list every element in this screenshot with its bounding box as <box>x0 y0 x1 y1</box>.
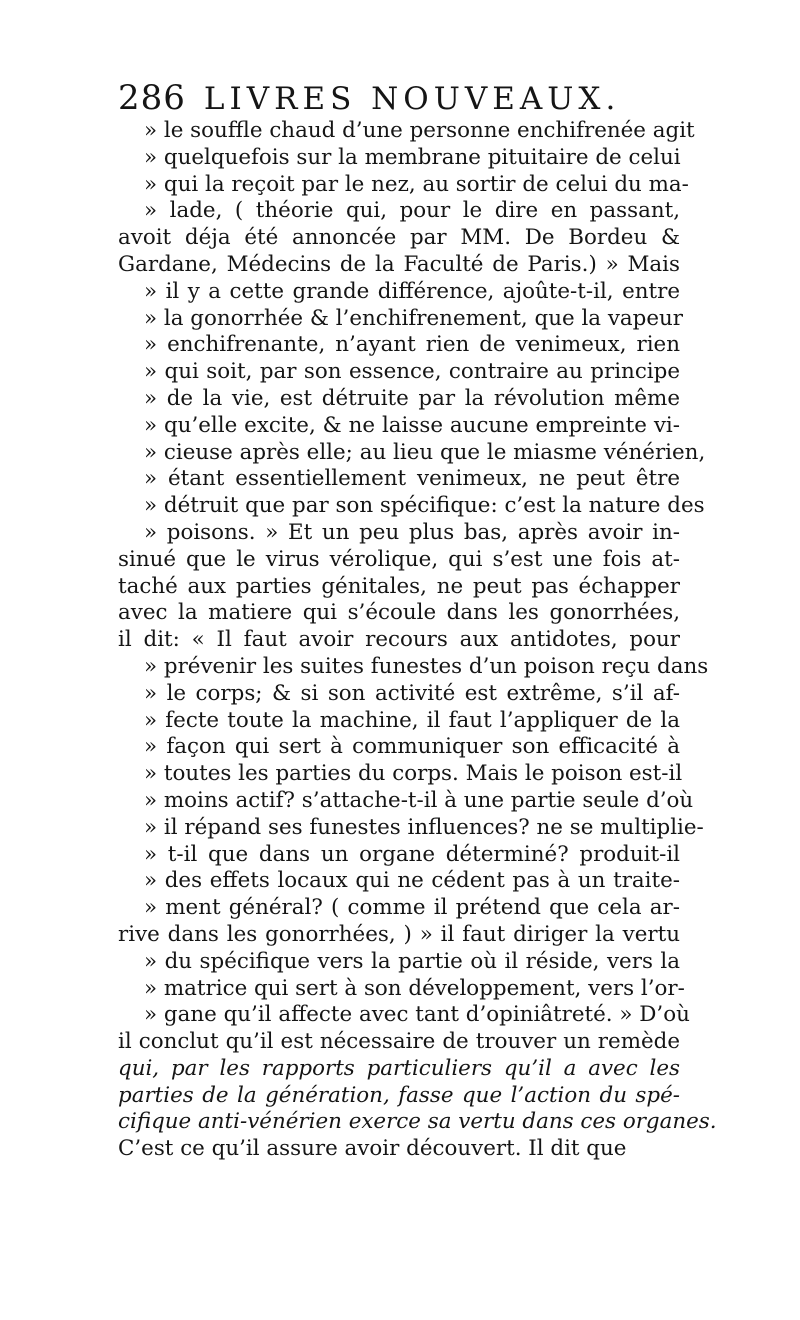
text-line: qui, par les rapports particuliers qu’il a avec les <box>118 1055 680 1081</box>
text-line: avoit déja été annoncée par MM. De Bordeu & <box>118 225 680 251</box>
text-line: » façon qui sert à communiquer son efficacité à <box>144 734 680 760</box>
text-line: » lade, ( théorie qui, pour le dire en passant, <box>144 198 680 224</box>
text-line: » gane qu’il affecte avec tant d’opiniâtreté. » D’où <box>144 1002 690 1028</box>
text-line: » moins actif? s’attache-t-il à une partie seule d’où <box>144 787 694 813</box>
text-line: parties de la génération, fasse que l’action du spé- <box>118 1082 680 1108</box>
page-number: 286 <box>118 78 186 118</box>
text-line: il conclut qu’il est nécessaire de trouver un remède <box>118 1029 680 1055</box>
text-line: » du spécifique vers la partie où il réside, vers la <box>144 948 680 974</box>
text-line: » il y a cette grande différence, ajoûte-t-il, entre <box>144 278 680 304</box>
text-line: avec la matiere qui s’écoule dans les gonorrhées, <box>118 600 680 626</box>
text-line: cifique anti-vénérien exerce sa vertu dans ces organes. <box>118 1109 717 1135</box>
text-line: » détruit que par son spécifique: c’est la nature des <box>144 493 705 519</box>
text-line: sinué que le virus vérolique, qui s’est une fois at- <box>118 546 680 572</box>
text-line: » de la vie, est détruite par la révolution même <box>144 385 680 411</box>
text-line: » la gonorrhée & l’enchifrenement, que la vapeur <box>144 305 684 331</box>
text-line: » ment général? ( comme il prétend que cela ar- <box>144 895 680 921</box>
text-line: » t-il que dans un organe déterminé? produit-il <box>144 841 680 867</box>
text-line: » enchifrenante, n’ayant rien de venimeux, rien <box>144 332 680 358</box>
text-line: » cieuse après elle; au lieu que le miasme vénérien, <box>144 439 706 465</box>
text-line: » prévenir les suites funestes d’un poison reçu dans <box>144 653 709 679</box>
text-line: » qui la reçoit par le nez, au sortir de celui du ma- <box>144 171 689 197</box>
text-line: Gardane, Médecins de la Faculté de Paris.) » Mais <box>118 251 680 277</box>
text-line: C’est ce qu’il assure avoir découvert. Il dit que <box>118 1136 627 1162</box>
text-line: » le souffle chaud d’une personne enchifrenée agit <box>144 118 695 143</box>
text-line: taché aux parties génitales, ne peut pas échapper <box>118 573 680 599</box>
text-line: » poisons. » Et un peu plus bas, après avoir in- <box>144 519 680 545</box>
text-line: rive dans les gonorrhées, ) » il faut diriger la vertu <box>118 921 680 947</box>
body-text <box>118 118 717 1163</box>
running-title: LIVRES NOUVEAUX. <box>203 81 621 117</box>
text-line: » étant essentiellement venimeux, ne peut être <box>144 466 680 492</box>
text-line: » toutes les parties du corps. Mais le poison est-il <box>144 761 683 787</box>
text-line: » qu’elle excite, & ne laisse aucune empreinte vi- <box>144 412 680 438</box>
text-line: » fecte toute la machine, il faut l’appliquer de la <box>144 707 680 733</box>
text-line: » il répand ses funestes influences? ne se multiplie- <box>144 814 704 840</box>
text-line: » qui soit, par son essence, contraire au principe <box>144 359 680 385</box>
text-line: il dit: « Il faut avoir recours aux antidotes, pour <box>118 627 680 653</box>
text-line: » matrice qui sert à son développement, vers l’or- <box>144 975 685 1001</box>
text-line: » le corps; & si son activité est extrême, s’il af- <box>144 680 680 706</box>
text-line: » des effets locaux qui ne cédent pas à un traite- <box>144 868 680 894</box>
text-line: » quelquefois sur la membrane pituitaire de celui <box>144 144 681 170</box>
page-header <box>118 78 678 122</box>
